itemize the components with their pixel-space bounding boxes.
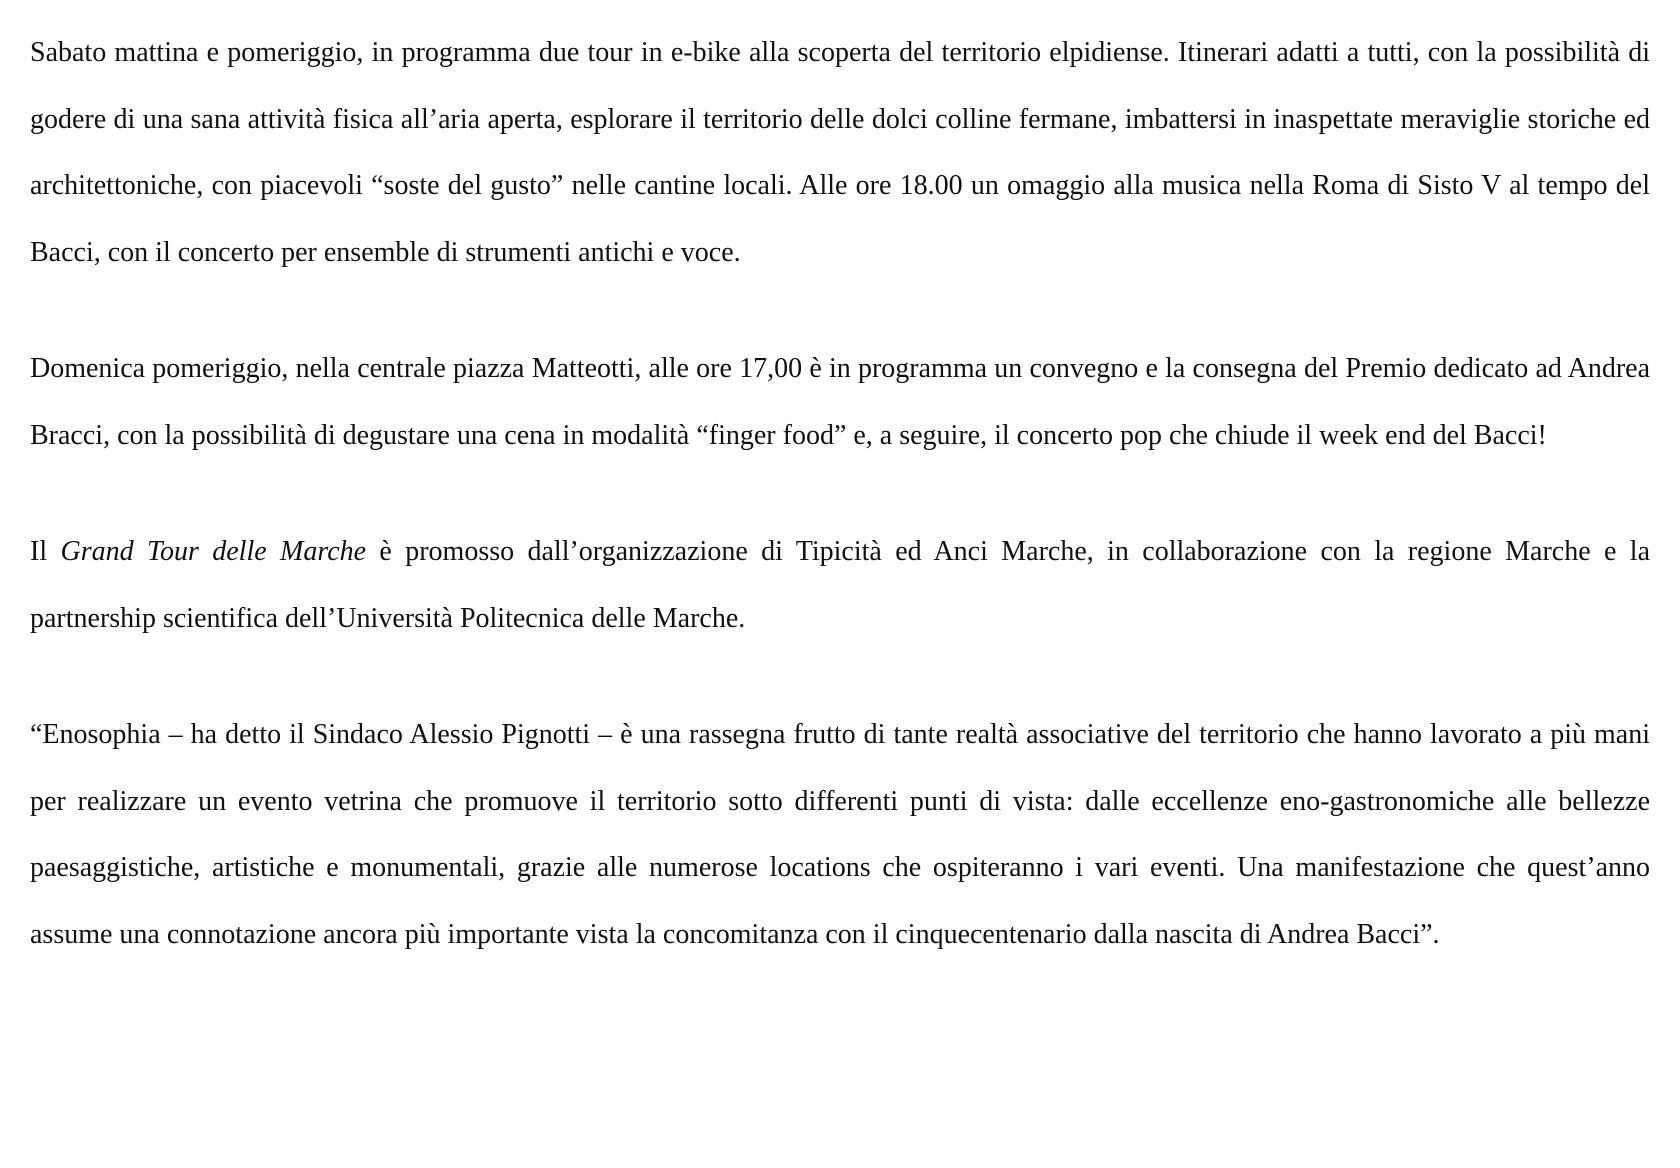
paragraph-spacer xyxy=(30,286,1650,336)
document-body xyxy=(30,20,1650,968)
paragraph-sunday: Domenica pomeriggio, nella centrale piazza Matteotti, alle ore 17,00 è in programma un convegno e la consegna del Premio dedicato ad Andrea Bracci, con la possibilità di degustare una cena in modalità “finger food” e, a seguire, il concerto pop che chiude il week end del Bacci! xyxy=(30,353,1650,451)
paragraph-grand-tour xyxy=(30,519,1650,652)
paragraph-spacer xyxy=(30,469,1650,519)
paragraph-mayor-quote: “Enosophia – ha detto il Sindaco Alessio Pignotti – è una rassegna frutto di tante realtà associative del territorio che hanno lavorato a più mani per realizzare un evento vetrina che promuove il territorio sotto differenti punti di vista: dalle eccellenze eno-gastronomiche alle bellezze paesaggistiche, artistiche e monumentali, grazie alle numerose locations che ospiteranno i vari eventi. Una manifestazione che quest’anno assume una connotazione ancora più importante vista la concomitanza con il cinquecentenario dalla nascita di Andrea Bacci”. xyxy=(30,719,1650,950)
grand-tour-suffix: è promosso dall’organizzazione di Tipicità ed Anci Marche, in collaborazione con la regione Marche e la partnership scientifica dell’Università Politecnica delle Marche. xyxy=(30,536,1651,634)
grand-tour-prefix: Il xyxy=(30,536,61,567)
paragraph-saturday: Sabato mattina e pomeriggio, in programma due tour in e-bike alla scoperta del territorio elpidiense. Itinerari adatti a tutti, con la possibilità di godere di una sana attività fisica all’aria aperta, esplorare il territorio delle dolci colline fermane, imbattersi in inaspettate meraviglie storiche ed architettoniche, con piacevoli “soste del gusto” nelle cantine locali. Alle ore 18.00 un omaggio alla musica nella Roma di Sisto V al tempo del Bacci, con il concerto per ensemble di strumenti antichi e voce. xyxy=(30,37,1650,268)
grand-tour-title: Grand Tour delle Marche xyxy=(60,536,367,567)
paragraph-spacer xyxy=(30,652,1650,702)
